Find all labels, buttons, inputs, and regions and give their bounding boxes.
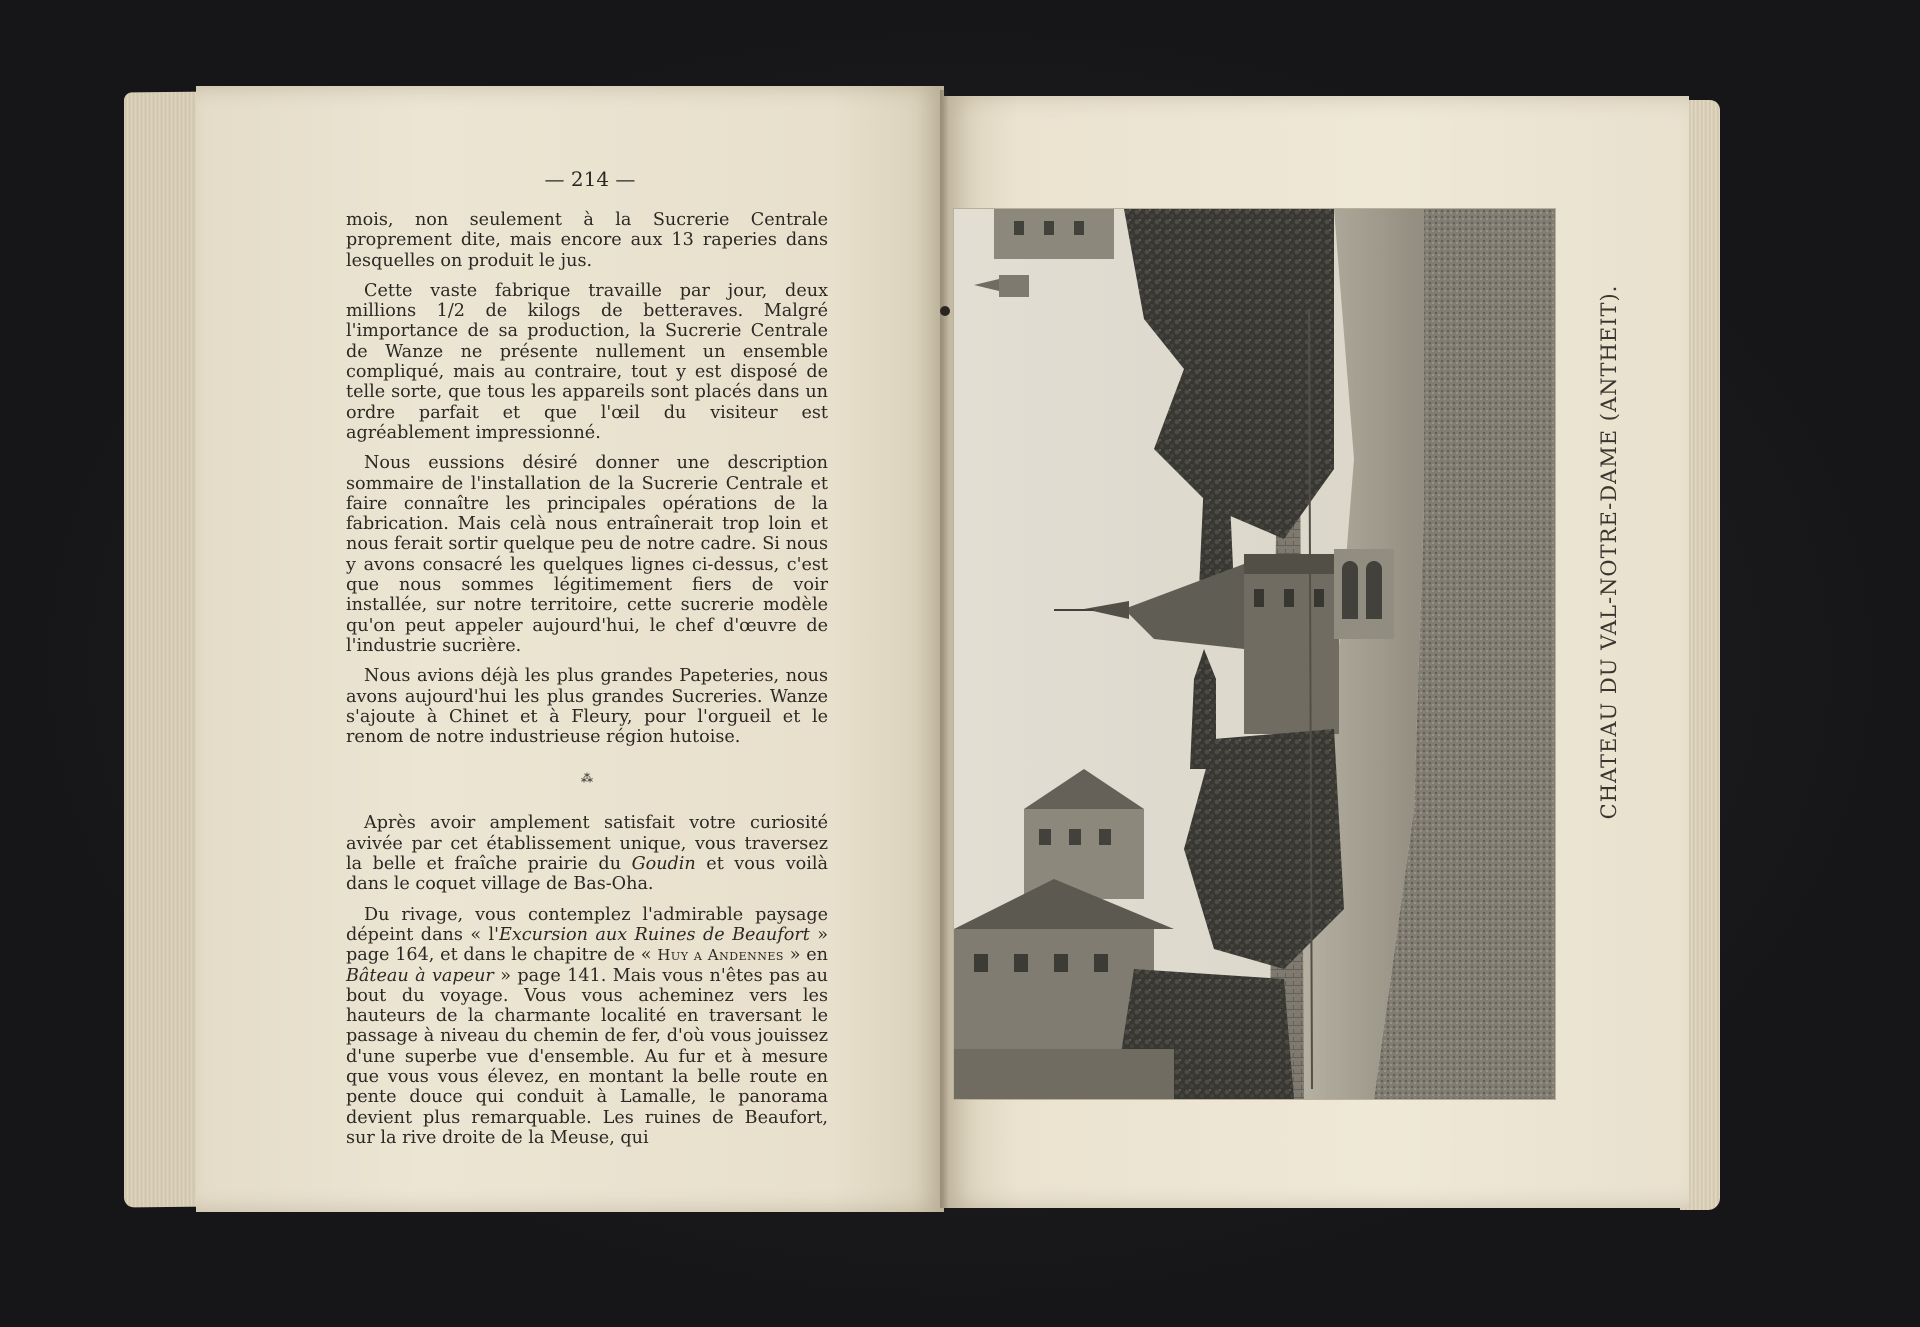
paragraph-6-text-c: » en — [783, 945, 828, 966]
page-number: — 214 — — [544, 167, 636, 191]
chapter-ref-beaufort: Excursion aux Ruines de Beaufort — [499, 924, 810, 945]
paragraph-5-text-b: et vous voilà dans le coquet village de Bas-Oha. — [346, 854, 828, 895]
paragraph-6-text-d: » page 141. Mais vous n'êtes pas au bout du voyage. Vous vous acheminez vers les hauteurs de la charmante localité en traversant le passage à niveau du chemin de fer, d'où vous jouissez d'une superbe vue d'ensemble. Au fur et à mesure que vous vous élevez, en montant la belle route en pente douce qui conduit à Lamalle, le panorama devient plus remarquable. Les ruines de Beaufort, sur la rive droite de la Meuse, qui — [346, 965, 828, 1148]
section-separator — [346, 771, 828, 786]
photo-illustration — [954, 209, 1555, 1099]
castle-photograph — [953, 208, 1556, 1100]
paragraph-5 — [346, 813, 828, 894]
paragraph-5-text-a: Après avoir amplement satisfait votre curiosité avivée par cet établissement unique, vous traversez la belle et fraîche prairie du — [346, 813, 828, 875]
photo-caption — [1594, 210, 1624, 910]
paragraph-6-text-b: » page 164, et dans le chapitre de « — [346, 924, 829, 966]
asterism: ⁂ — [581, 771, 593, 786]
paragraph-6 — [346, 905, 828, 1149]
paragraph-2: Cette vaste fabrique travaille par jour, deux millions 1/2 de kilogs de betteraves. Malgré l'importance de sa production, la Sucrerie Centrale de Wanze ne présente nullement un ensemble compliqué, mais au contraire, tout y est disposé de telle sorte, que tous les appareils sont placés dans un ordre parfait et que l'œil du visiteur est agréablement impressionné. — [346, 280, 828, 443]
chapter-ref-bateau: Bâteau à vapeur — [346, 965, 494, 986]
paragraph-6-text-a: Du rivage, vous contemplez l'admirable paysage dépeint dans « l' — [346, 904, 828, 945]
photo-caption-text: CHATEAU DU VAL-NOTRE-DAME (ANTHEIT). — [1597, 284, 1621, 820]
chapter-ref-huy: Huy a Andennes — [657, 946, 784, 965]
paragraph-4: Nous avions déjà les plus grandes Papeteries, nous avons aujourd'hui les plus grandes Sucreries. Wanze s'ajoute à Chinet et à Fleury, pour l'orgueil et le renom de notre industrieuse région hutoise. — [346, 666, 828, 748]
book-gutter — [940, 90, 948, 1208]
place-name-goudin: Goudin — [631, 854, 696, 875]
paragraph-1: mois, non seulement à la Sucrerie Centrale proprement dite, mais encore aux 13 raperies dans lesquelles on produit le jus. — [346, 210, 828, 271]
binding-thread — [940, 306, 950, 316]
left-page-text — [346, 210, 828, 1158]
paragraph-3: Nous eussions désiré donner une description sommaire de l'installation de la Sucrerie Centrale et faire connaître les principales opérations de la fabrication. Mais celà nous entraînerait trop loin et nous ferait sortir quelque peu de notre cadre. Si nous y avons consacré les quelques lignes ci-dessus, c'est que nous sommes légitimement fiers de voir installée, sur notre territoire, cette sucrerie modèle qu'on peut appeler aujourd'hui, le chef d'œuvre de l'industrie sucrière. — [346, 453, 828, 656]
